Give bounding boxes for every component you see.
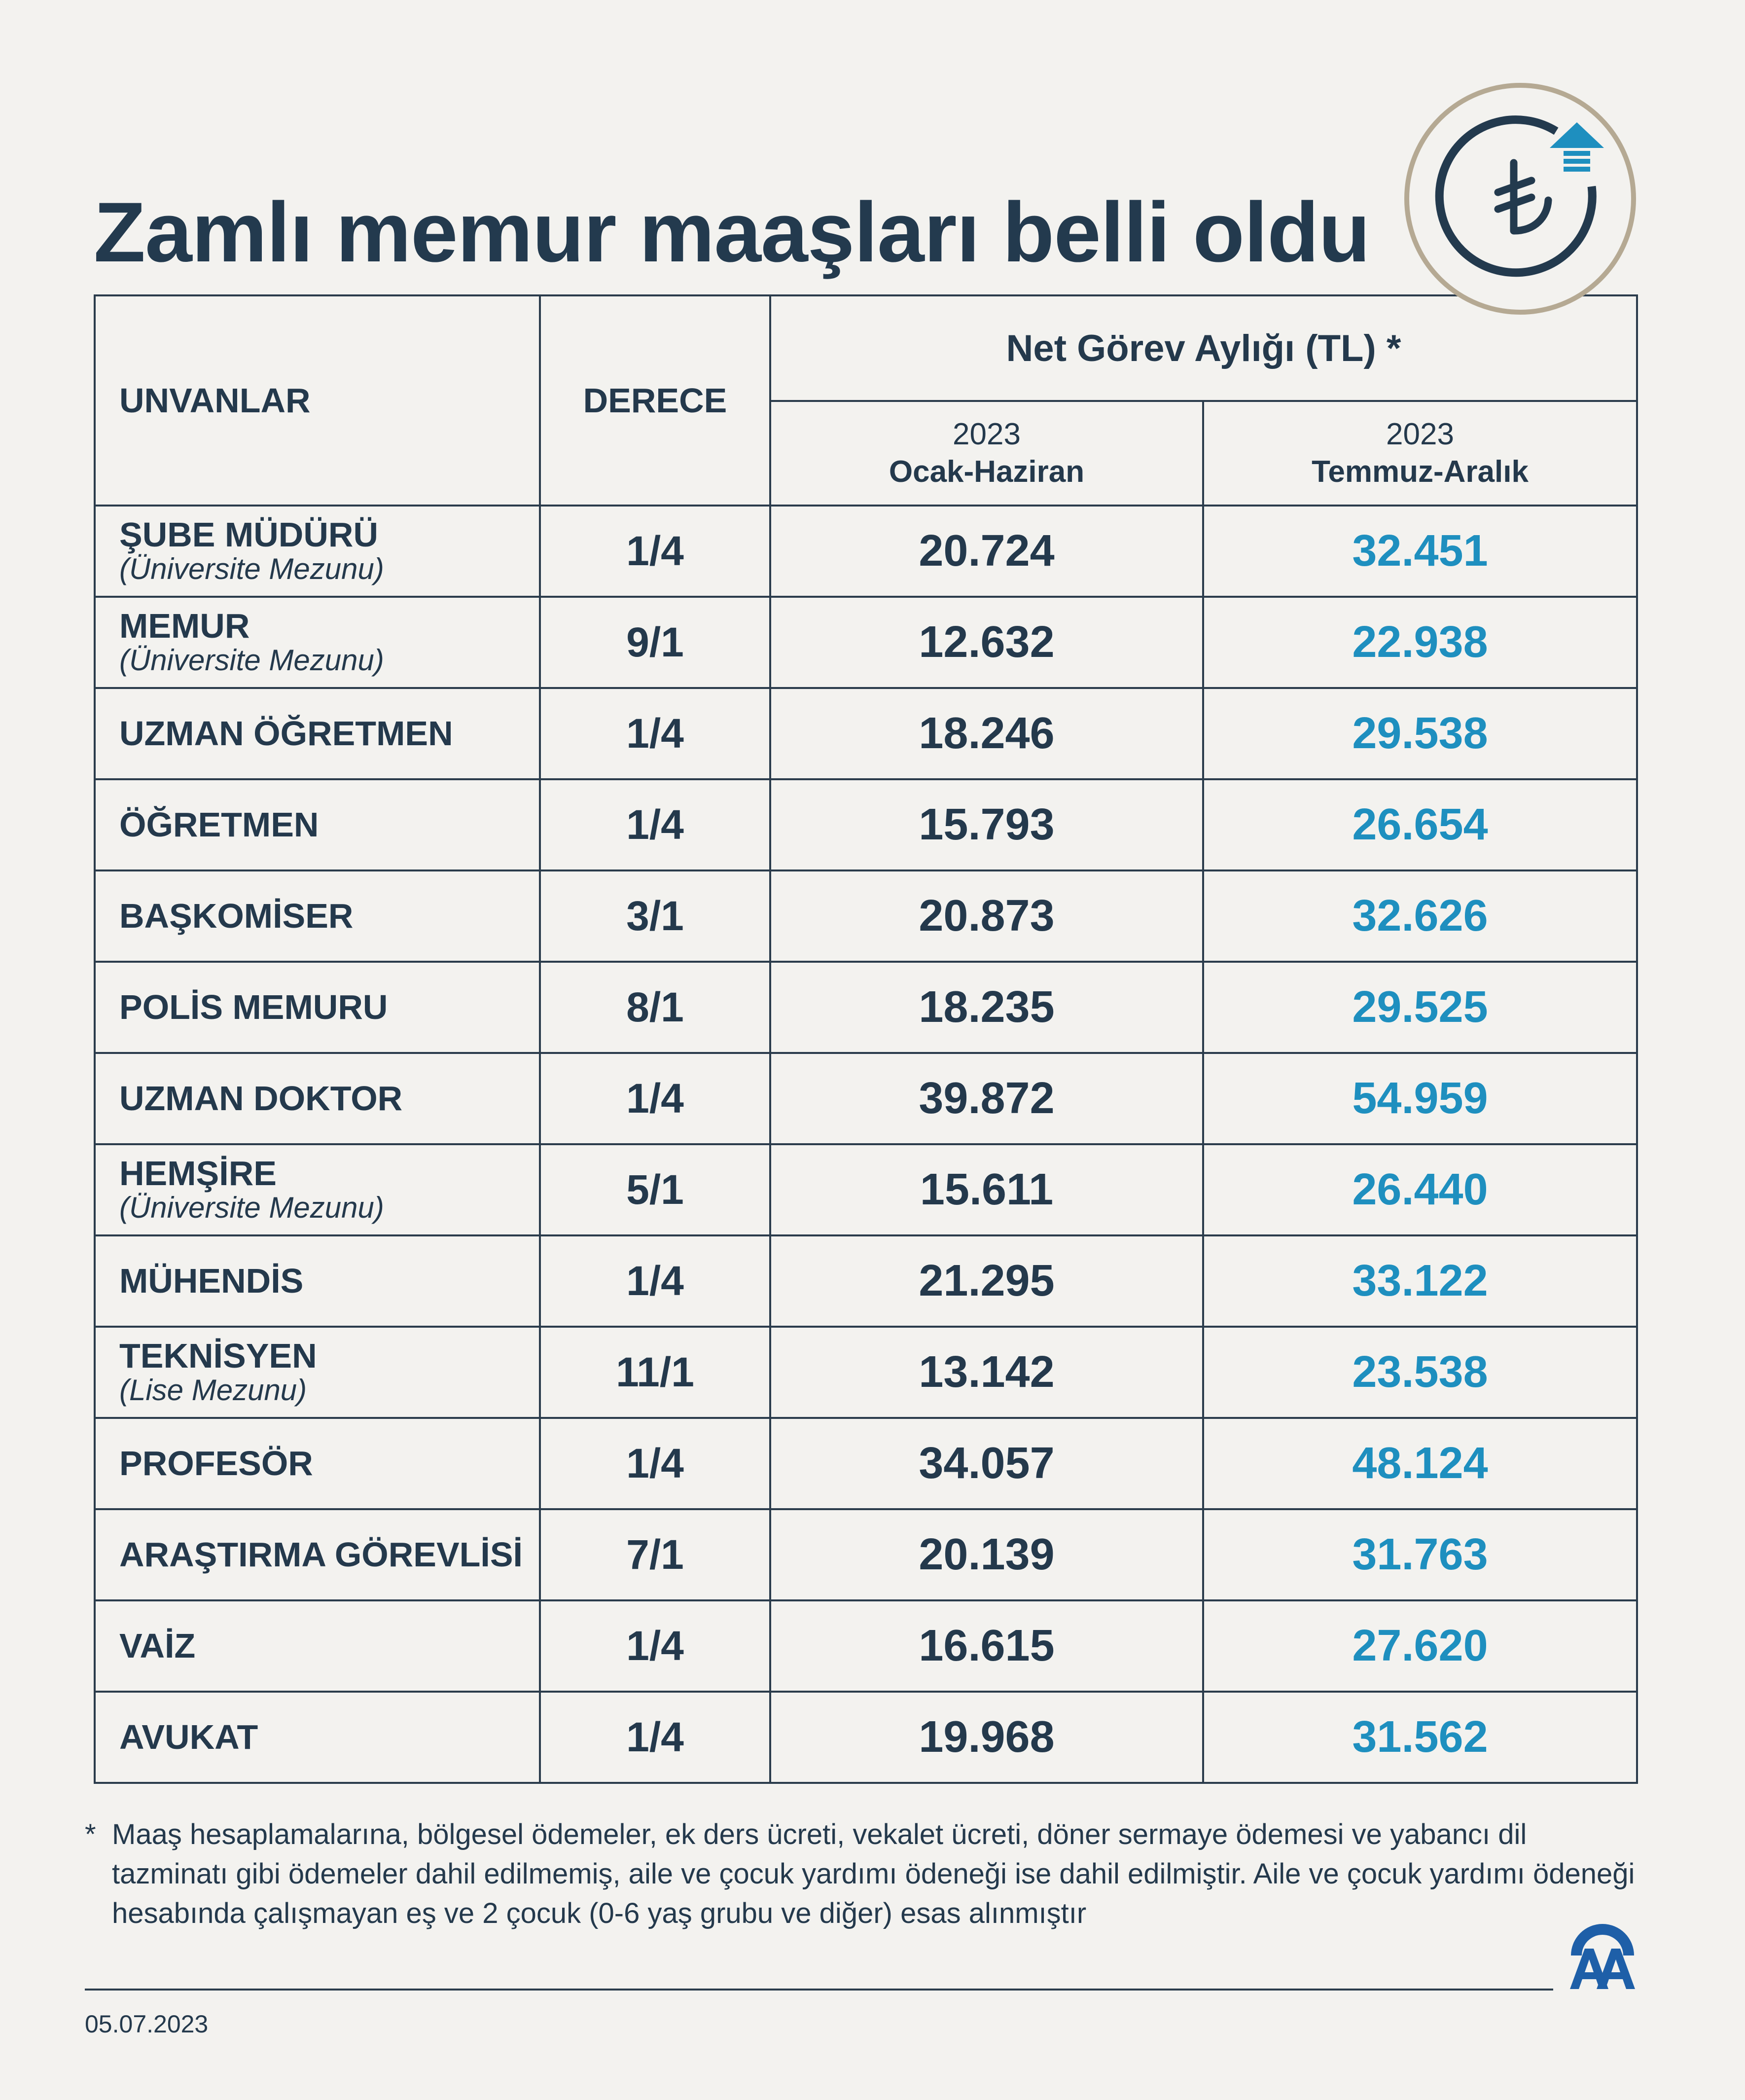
cell-salary-jan-jun: 19.968 (770, 1692, 1203, 1783)
cell-title (95, 1327, 540, 1418)
cell-salary-jan-jun: 34.057 (770, 1418, 1203, 1509)
job-note: (Üniversite Mezunu) (119, 552, 384, 586)
publish-date: 05.07.2023 (85, 2010, 209, 2038)
cell-salary-jan-jun: 18.246 (770, 688, 1203, 779)
cell-salary-jul-dec: 26.440 (1203, 1144, 1637, 1235)
lira-arrow-up-icon (1404, 83, 1636, 315)
table-row (95, 1509, 1637, 1600)
job-title: ARAŞTIRMA GÖREVLİSİ (119, 1535, 523, 1574)
cell-salary-jan-jun: 13.142 (770, 1327, 1203, 1418)
job-title: VAİZ (119, 1626, 196, 1665)
header-grade: DERECE (540, 295, 770, 506)
cell-grade: 8/1 (540, 962, 770, 1053)
cell-title (95, 688, 540, 779)
job-title: ŞUBE MÜDÜRÜ (119, 515, 378, 554)
job-note: (Üniversite Mezunu) (119, 644, 384, 677)
cell-grade: 1/4 (540, 779, 770, 870)
cell-title (95, 1235, 540, 1327)
header-period-jul-dec (1203, 401, 1637, 506)
job-title: POLİS MEMURU (119, 987, 388, 1026)
period-year: 2023 (1386, 417, 1454, 452)
cell-grade: 5/1 (540, 1144, 770, 1235)
job-title: ÖĞRETMEN (119, 805, 319, 844)
cell-salary-jul-dec: 29.538 (1203, 688, 1637, 779)
job-title: UZMAN DOKTOR (119, 1079, 403, 1118)
cell-grade: 1/4 (540, 1600, 770, 1692)
job-title: HEMŞİRE (119, 1154, 277, 1193)
aa-logo-icon (1568, 1921, 1637, 1990)
job-title: UZMAN ÖĞRETMEN (119, 714, 453, 753)
header-titles: UNVANLAR (95, 295, 540, 506)
job-note: (Üniversite Mezunu) (119, 1191, 384, 1225)
footnote-text: Maaş hesaplamalarına, bölgesel ödemeler, ek ders ücreti, vekalet ücreti, döner sermaye ödemesi ve yabancı dil tazminatı gibi ödemeler dahil edilmemiş, aile ve çocuk yardımı ödeneği ise dahil edilmiştir. Aile ve çocuk yardımı ödeneği hesabında çalışmayan eş ve 2 çocuk (0-6 yaş grubu ve diğer) esas alınmıştır (112, 1818, 1635, 1929)
cell-title (95, 779, 540, 870)
cell-title (95, 1144, 540, 1235)
table-row (95, 1235, 1637, 1327)
cell-salary-jul-dec: 22.938 (1203, 597, 1637, 688)
table-row (95, 779, 1637, 870)
job-title: TEKNİSYEN (119, 1336, 317, 1375)
cell-title (95, 962, 540, 1053)
job-title: PROFESÖR (119, 1444, 313, 1483)
table-row (95, 962, 1637, 1053)
table-row (95, 506, 1637, 597)
cell-grade: 1/4 (540, 1692, 770, 1783)
cell-salary-jul-dec: 32.626 (1203, 870, 1637, 962)
cell-grade: 9/1 (540, 597, 770, 688)
cell-salary-jan-jun: 18.235 (770, 962, 1203, 1053)
table-row (95, 1600, 1637, 1692)
cell-salary-jul-dec: 23.538 (1203, 1327, 1637, 1418)
cell-salary-jan-jun: 20.139 (770, 1509, 1203, 1600)
header-period-jan-jun (770, 401, 1203, 506)
cell-salary-jan-jun: 20.873 (770, 870, 1203, 962)
table-row (95, 1692, 1637, 1783)
period-year: 2023 (953, 417, 1021, 452)
job-title: MÜHENDİS (119, 1261, 304, 1300)
table-row (95, 597, 1637, 688)
cell-salary-jan-jun: 21.295 (770, 1235, 1203, 1327)
cell-grade: 11/1 (540, 1327, 770, 1418)
cell-salary-jul-dec: 31.562 (1203, 1692, 1637, 1783)
cell-grade: 7/1 (540, 1509, 770, 1600)
cell-title (95, 506, 540, 597)
job-title: MEMUR (119, 606, 250, 645)
cell-title (95, 1509, 540, 1600)
period-range: Ocak-Haziran (889, 455, 1085, 489)
cell-salary-jan-jun: 16.615 (770, 1600, 1203, 1692)
footnote (85, 1815, 1648, 1933)
table-row (95, 1053, 1637, 1144)
cell-salary-jul-dec: 48.124 (1203, 1418, 1637, 1509)
table-row (95, 870, 1637, 962)
header-net-salary: Net Görev Aylığı (TL) * (770, 295, 1637, 401)
cell-grade: 3/1 (540, 870, 770, 962)
cell-salary-jul-dec: 33.122 (1203, 1235, 1637, 1327)
table-row (95, 1144, 1637, 1235)
cell-salary-jan-jun: 39.872 (770, 1053, 1203, 1144)
job-title: BAŞKOMİSER (119, 896, 354, 935)
cell-title (95, 1418, 540, 1509)
cell-salary-jan-jun: 12.632 (770, 597, 1203, 688)
footnote-marker: * (85, 1818, 96, 1850)
cell-salary-jul-dec: 27.620 (1203, 1600, 1637, 1692)
period-range: Temmuz-Aralık (1312, 455, 1529, 489)
cell-grade: 1/4 (540, 688, 770, 779)
cell-salary-jan-jun: 15.793 (770, 779, 1203, 870)
cell-salary-jul-dec: 31.763 (1203, 1509, 1637, 1600)
cell-grade: 1/4 (540, 506, 770, 597)
cell-title (95, 1053, 540, 1144)
table-row (95, 1418, 1637, 1509)
salary-table (94, 294, 1638, 1784)
job-title: AVUKAT (119, 1717, 258, 1756)
cell-salary-jul-dec: 54.959 (1203, 1053, 1637, 1144)
cell-grade: 1/4 (540, 1053, 770, 1144)
cell-title (95, 597, 540, 688)
cell-salary-jul-dec: 26.654 (1203, 779, 1637, 870)
cell-salary-jan-jun: 20.724 (770, 506, 1203, 597)
cell-salary-jan-jun: 15.611 (770, 1144, 1203, 1235)
cell-title (95, 870, 540, 962)
cell-grade: 1/4 (540, 1235, 770, 1327)
cell-salary-jul-dec: 32.451 (1203, 506, 1637, 597)
divider (85, 1989, 1553, 1991)
table-row (95, 688, 1637, 779)
page-title: Zamlı memur maaşları belli oldu (94, 185, 1370, 280)
cell-title (95, 1692, 540, 1783)
cell-grade: 1/4 (540, 1418, 770, 1509)
cell-salary-jul-dec: 29.525 (1203, 962, 1637, 1053)
cell-title (95, 1600, 540, 1692)
job-note: (Lise Mezunu) (119, 1374, 307, 1407)
table-row (95, 1327, 1637, 1418)
